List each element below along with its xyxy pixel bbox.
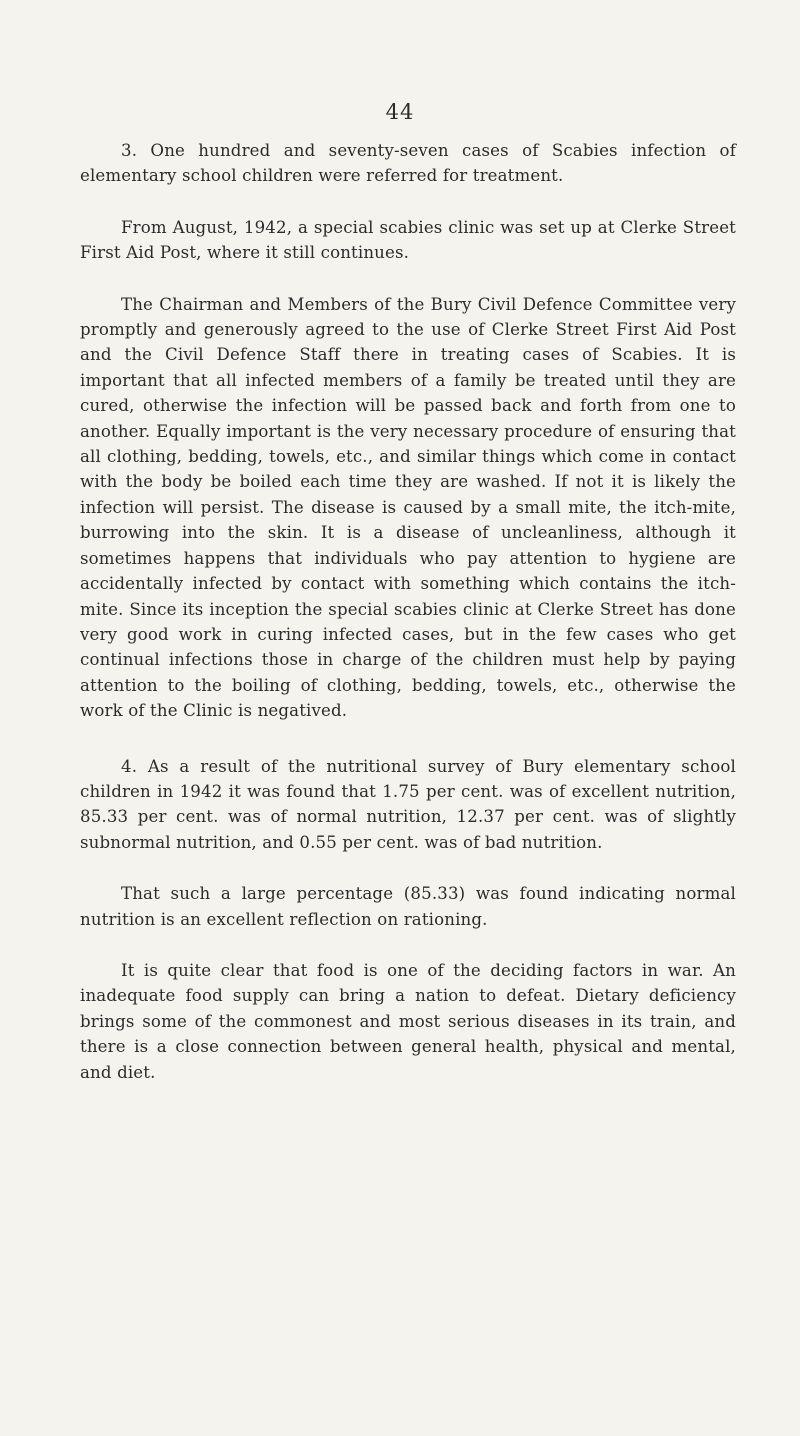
document-body xyxy=(80,138,736,1085)
paragraph-food-and-war: It is quite clear that food is one of the deciding factors in war. An inadequate food supply can bring a nation to defeat. Dietary deficiency brings some of the commonest and most serious diseases in its train, and there is a close connection between general health, physical and mental, and diet. xyxy=(80,960,736,1082)
page-number: 44 xyxy=(385,100,415,124)
paragraph-scabies-treatment: The Chairman and Members of the Bury Civil Defence Committee very promptly and generously agreed to the use of Clerke Street First Aid Post and the Civil Defence Staff there in treating cases of Scabies. It is important that all infected members of a family be treated until they are cured, otherwise the infection will be passed back and forth from one to another. Equally important is the very necessary procedure of ensuring that all clothing, bedding, towels, etc., and similar things which come in contact with the body be boiled each time they are washed. If not it is likely the infection will persist. The disease is caused by a small mite, the itch-mite, burrowing into the skin. It is a disease of uncleanliness, although it sometimes happens that individuals who pay attention to hygiene are accidentally infected by contact with something which contains the itch-mite. Since its inception the special scabies clinic at Clerke Street has done very good work in curing infected cases, but in the few cases who get continual infections those in charge of the children must help by paying attention to the boiling of clothing, bedding, towels, etc., otherwise the work of the Clinic is negatived. xyxy=(80,294,736,721)
paragraph-scabies-cases: 3. One hundred and seventy-seven cases of Scabies infection of elementary school children were referred for treatment. xyxy=(80,141,736,186)
paragraph-clinic-setup: From August, 1942, a special scabies clinic was set up at Clerke Street First Aid Post, where it still continues. xyxy=(80,217,736,263)
paragraph-nutritional-survey: 4. As a result of the nutritional survey of Bury elementary school children in 1942 it was found that 1.75 per cent. was of excellent nutrition, 85.33 per cent. was of normal nutrition, 12.37 per cent. was of slightly subnormal nutrition, and 0.55 per cent. was of bad nutrition. xyxy=(80,756,736,852)
paragraph-rationing: That such a large percentage (85.33) was found indicating normal nutrition is an excellent reflection on rationing. xyxy=(80,884,736,929)
